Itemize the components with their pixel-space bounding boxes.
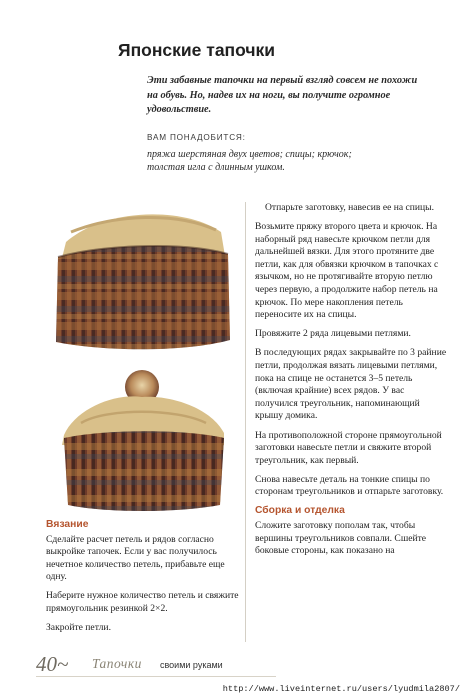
right-column [255,202,449,564]
book-title-script: Тапочки [92,656,142,671]
column-divider [245,202,246,642]
section-title-assembly: Сборка и отделка [255,505,345,517]
paragraph: Отпарьте заготовку, навесив ее на спицы. [265,202,435,213]
paragraph: В последующих рядах закрывайте по 3 райние петли, продолжая вязать лицевыми петлями, пока на спице не останется 3–5 петель (включая крайние) всех рядов. У вас получился треугольник, напоминающий крышу домика. [255,347,447,422]
footer-rule [36,676,276,677]
photo-slipper-with-pompom [46,363,237,518]
paragraph: Сложите заготовку пополам так, чтобы вершины треугольников совпали. Сшейте боковые стороны, как показано на [255,520,427,557]
paragraph: Провяжите 2 ряда лицевыми петлями. [255,328,411,340]
page-number: 40~ [36,652,69,676]
photo-knitted-piece [46,202,237,357]
left-column [46,519,240,641]
materials-line-2: толстая игла с длинным ушком. [147,162,285,173]
materials-line-1: пряжа шерстяная двух цветов; спицы; крючок; [147,149,352,160]
paragraph: Закройте петли. [46,622,111,634]
paragraph: Сделайте расчет петель и рядов согласно выкройке тапочек. Если у вас получилось нечетное количество петель, прибавьте еще одну. [46,533,225,583]
paragraph: На противоположной стороне прямоугольной заготовки навесьте петли и свяжите второй треугольник, как первый. [255,429,442,466]
materials-list [147,148,447,174]
book-subtitle: своими руками [160,660,223,670]
paragraph: Снова навесьте деталь на тонкие спицы по сторонам треугольников и отпарьте заготовку. [255,473,444,498]
materials-heading: ВАМ ПОНАДОБИТСЯ: [147,133,246,142]
paragraph: Возьмите пряжу второго цвета и крючок. На наборный ряд навесьте крючком петли для дальнейшей вязки. Для этого протяните две петли, как для обвязки крючком в тапочках с язычком, но не протягивайте вторую петлю через первую, а продолжите набор петель на крючок. По мере накопления петель переносите их на спицы. [255,221,439,321]
watermark-url: http://www.liveinternet.ru/users/lyudmila2807/ [222,684,460,694]
section-title-knitting: Вязание [46,519,89,530]
page-footer [36,652,296,676]
article-title: Японские тапочки [118,40,276,60]
lead-paragraph: Эти забавные тапочки на первый взгляд совсем не похожи на обувь. Но, надев их на ноги, вы получите огромное удовольствие. [147,75,418,115]
paragraph: Наберите нужное количество петель и свяжите прямоугольник резинкой 2×2. [46,590,239,615]
